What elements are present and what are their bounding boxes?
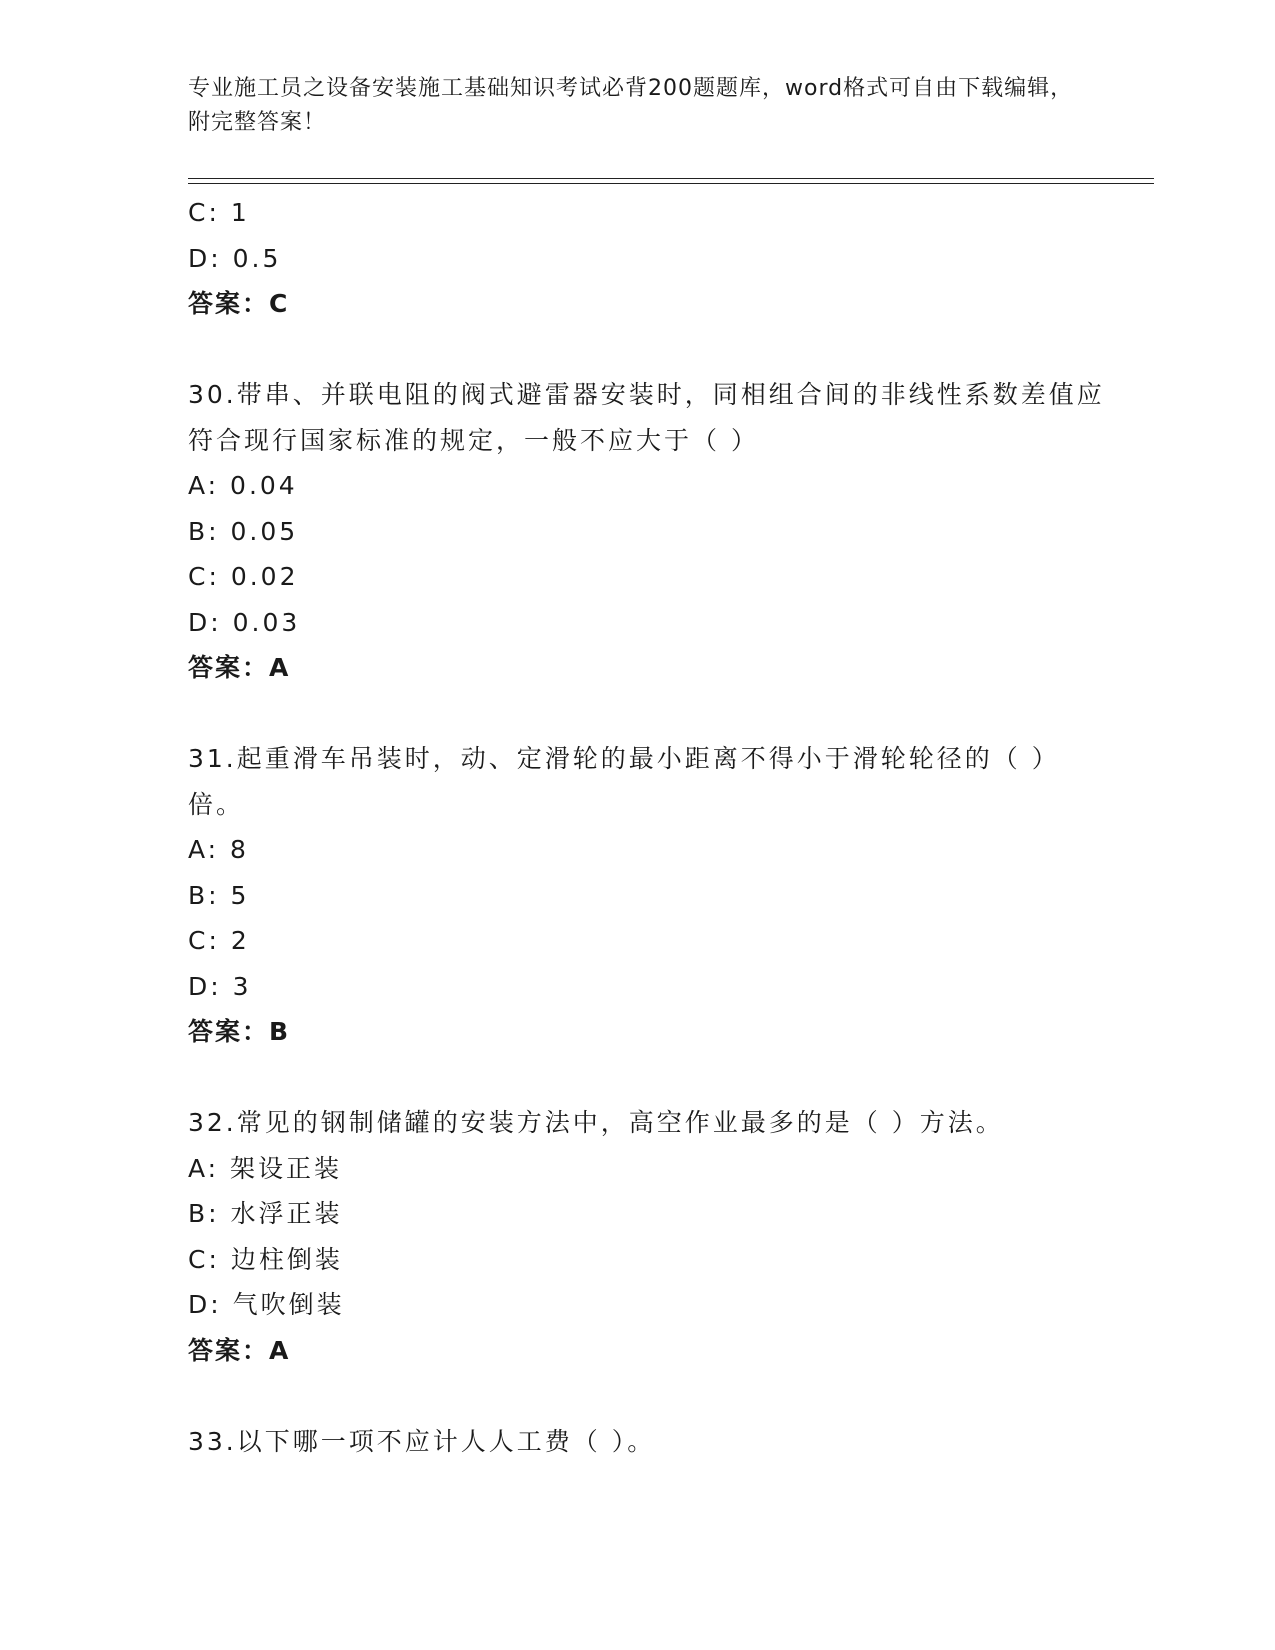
- question-text: 30.带串、并联电阻的阀式避雷器安装时，同相组合间的非线性系数差值应符合现行国家标准的规定，一般不应大于（ ）: [188, 380, 1105, 455]
- option-b: B: 水浮正装: [188, 1199, 343, 1228]
- document-body: [188, 190, 1108, 1464]
- option-b: B: 5: [188, 880, 250, 910]
- option-d: D: 0.5: [188, 243, 282, 273]
- question-text: 33.以下哪一项不应计人人工费（ ）。: [188, 1426, 656, 1456]
- answer-line: 答案：A: [188, 653, 291, 682]
- question-text: 31.起重滑车吊装时，动、定滑轮的最小距离不得小于滑轮轮径的（ ）倍。: [188, 744, 1060, 819]
- answer-line: 答案：B: [188, 1017, 291, 1046]
- answer-line: 答案：C: [188, 289, 290, 318]
- option-a: A: 0.04: [188, 471, 298, 500]
- option-c: C: 1: [188, 198, 250, 227]
- option-c: C: 0.02: [188, 562, 299, 591]
- answer-line: 答案：A: [188, 1335, 291, 1365]
- option-a: A: 架设正装: [188, 1153, 343, 1183]
- option-b: B: 0.05: [188, 516, 299, 546]
- option-d: D: 气吹倒装: [188, 1290, 345, 1319]
- question-31: [188, 736, 1108, 1055]
- question-text: 32.常见的钢制储罐的安装方法中，高空作业最多的是（ ）方法。: [188, 1108, 1004, 1137]
- spacer: [188, 691, 1108, 737]
- option-c: C: 边柱倒装: [188, 1244, 343, 1274]
- question-30: [188, 372, 1108, 691]
- option-c: C: 2: [188, 926, 250, 955]
- option-a: A: 8: [188, 835, 249, 864]
- option-d: D: 0.03: [188, 607, 301, 637]
- spacer: [188, 1055, 1108, 1101]
- document-header: 专业施工员之设备安装施工基础知识考试必背200题题库，word格式可自由下载编辑，附完整答案！: [188, 76, 1074, 135]
- spacer: [188, 1373, 1108, 1419]
- question-32: [188, 1100, 1108, 1373]
- header-divider: [188, 178, 1154, 184]
- spacer: [188, 327, 1108, 373]
- question-33: [188, 1419, 1108, 1465]
- option-d: D: 3: [188, 971, 252, 1001]
